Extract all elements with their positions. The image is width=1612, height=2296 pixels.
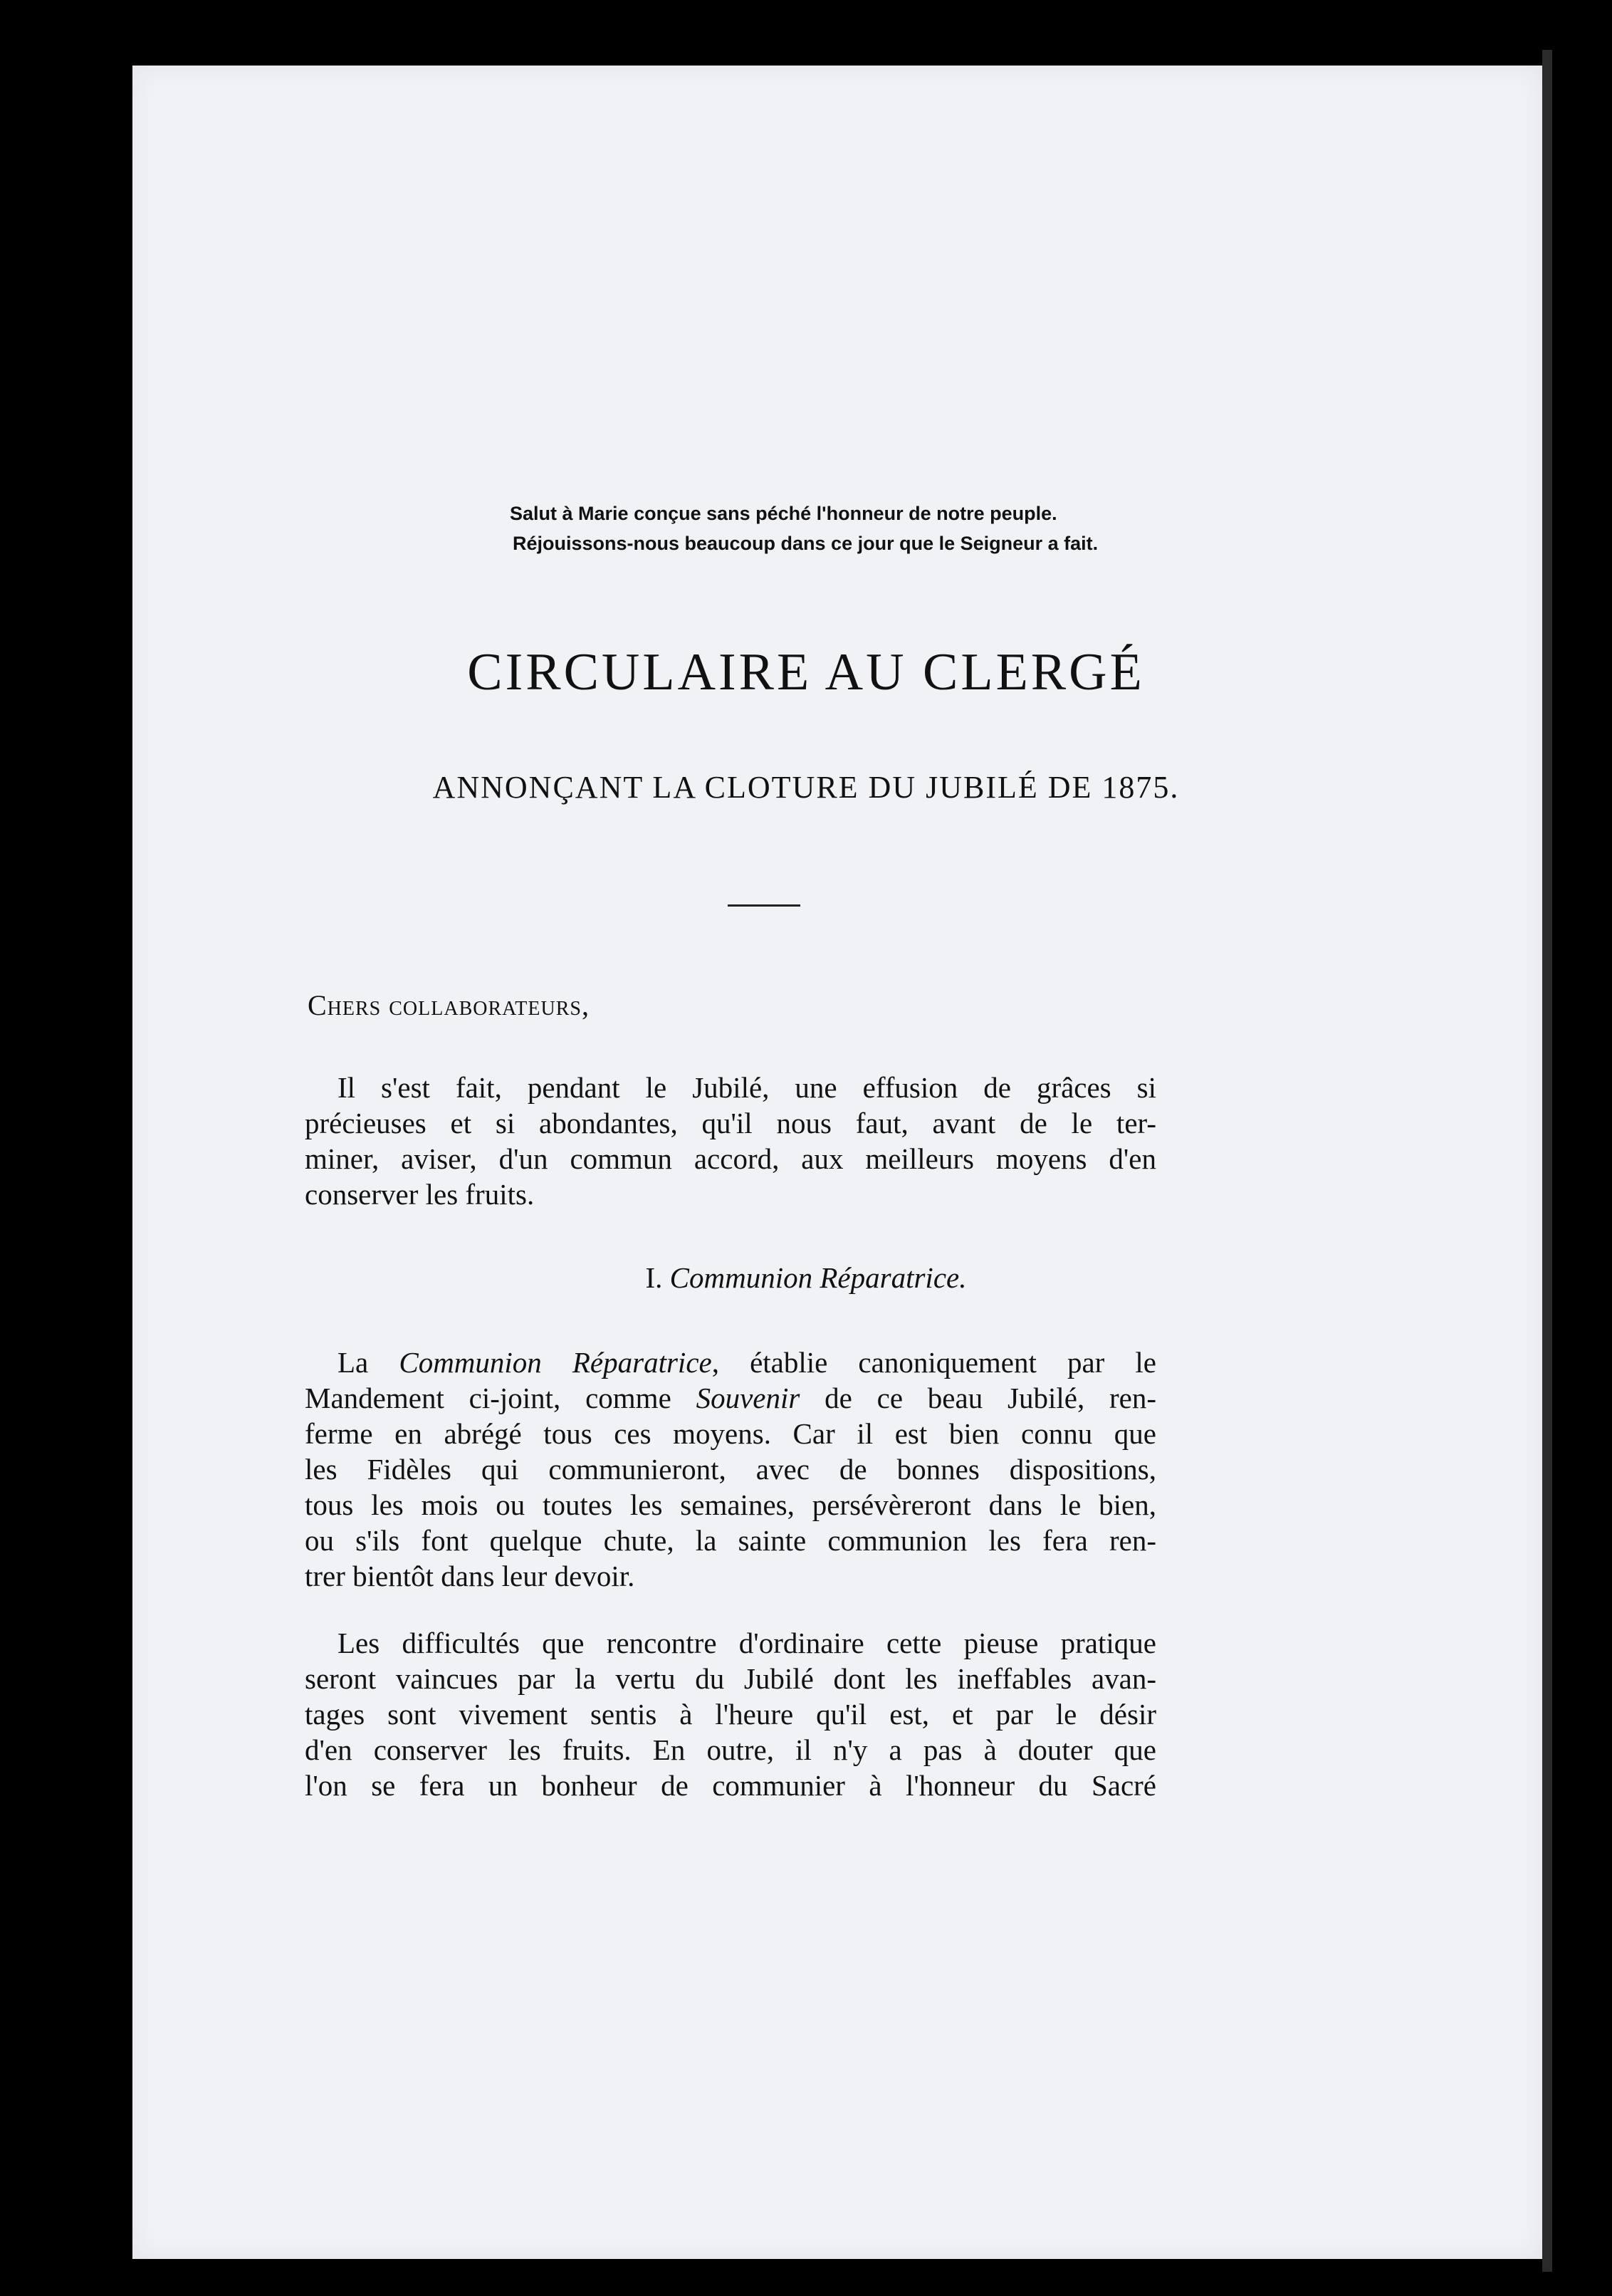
text-line: d'en conserver les fruits. En outre, il n'y a pas à douter que	[305, 1733, 1156, 1766]
title-divider	[728, 904, 800, 907]
text-line: conserver les fruits.	[305, 1178, 535, 1211]
paragraph-intro	[305, 1070, 1156, 1212]
text-line: l'on se fera un bonheur de communier à l'honneur du Sacré	[305, 1769, 1156, 1802]
text-line: Les difficultés que rencontre d'ordinaire cette pieuse pratique	[337, 1627, 1156, 1659]
text-line: ferme en abrégé tous ces moyens. Car il est bien connu que	[305, 1417, 1156, 1450]
text-line: trer bientôt dans leur devoir.	[305, 1560, 635, 1592]
salutation: Chers collaborateurs,	[308, 989, 590, 1021]
text-line: tages sont vivement sentis à l'heure qu'il est, et par le désir	[305, 1698, 1156, 1731]
text-line: ou s'ils font quelque chute, la sainte communion les fera ren-	[305, 1524, 1156, 1557]
section-heading	[0, 1261, 1612, 1295]
document-title: CIRCULAIRE AU CLERGÉ	[467, 643, 1145, 701]
paragraph-communion	[305, 1345, 1156, 1594]
document-subtitle: ANNONÇANT LA CLOTURE DU JUBILÉ DE 1875.	[432, 770, 1180, 805]
text-line: les Fidèles qui communieront, avec de bonnes dispositions,	[305, 1453, 1156, 1486]
text-line: tous les mois ou toutes les semaines, persévèreront dans le bien,	[305, 1488, 1156, 1521]
page-edge	[1542, 50, 1552, 2272]
text-line: La Communion Réparatrice, établie canoniquement par le	[337, 1346, 1157, 1379]
text-line: Mandement ci-joint, comme Souvenir de ce beau Jubilé, ren-	[305, 1382, 1156, 1414]
paragraph-difficulties	[305, 1625, 1156, 1803]
motto-line: Salut à Marie conçue sans péché l'honneur de notre peuple.	[510, 503, 1057, 524]
text-line: miner, aviser, d'un commun accord, aux meilleurs moyens d'en	[305, 1142, 1156, 1175]
section-title: Communion Réparatrice.	[669, 1261, 967, 1294]
motto-line: Réjouissons-nous beaucoup dans ce jour que le Seigneur a fait.	[513, 533, 1099, 554]
text-line: seront vaincues par la vertu du Jubilé dont les ineffables avan-	[305, 1662, 1156, 1695]
motto	[510, 499, 1098, 558]
text-line: précieuses et si abondantes, qu'il nous faut, avant de le ter-	[305, 1107, 1156, 1139]
section-number: I.	[645, 1261, 663, 1294]
text-line: Il s'est fait, pendant le Jubilé, une effusion de grâces si	[337, 1071, 1156, 1104]
